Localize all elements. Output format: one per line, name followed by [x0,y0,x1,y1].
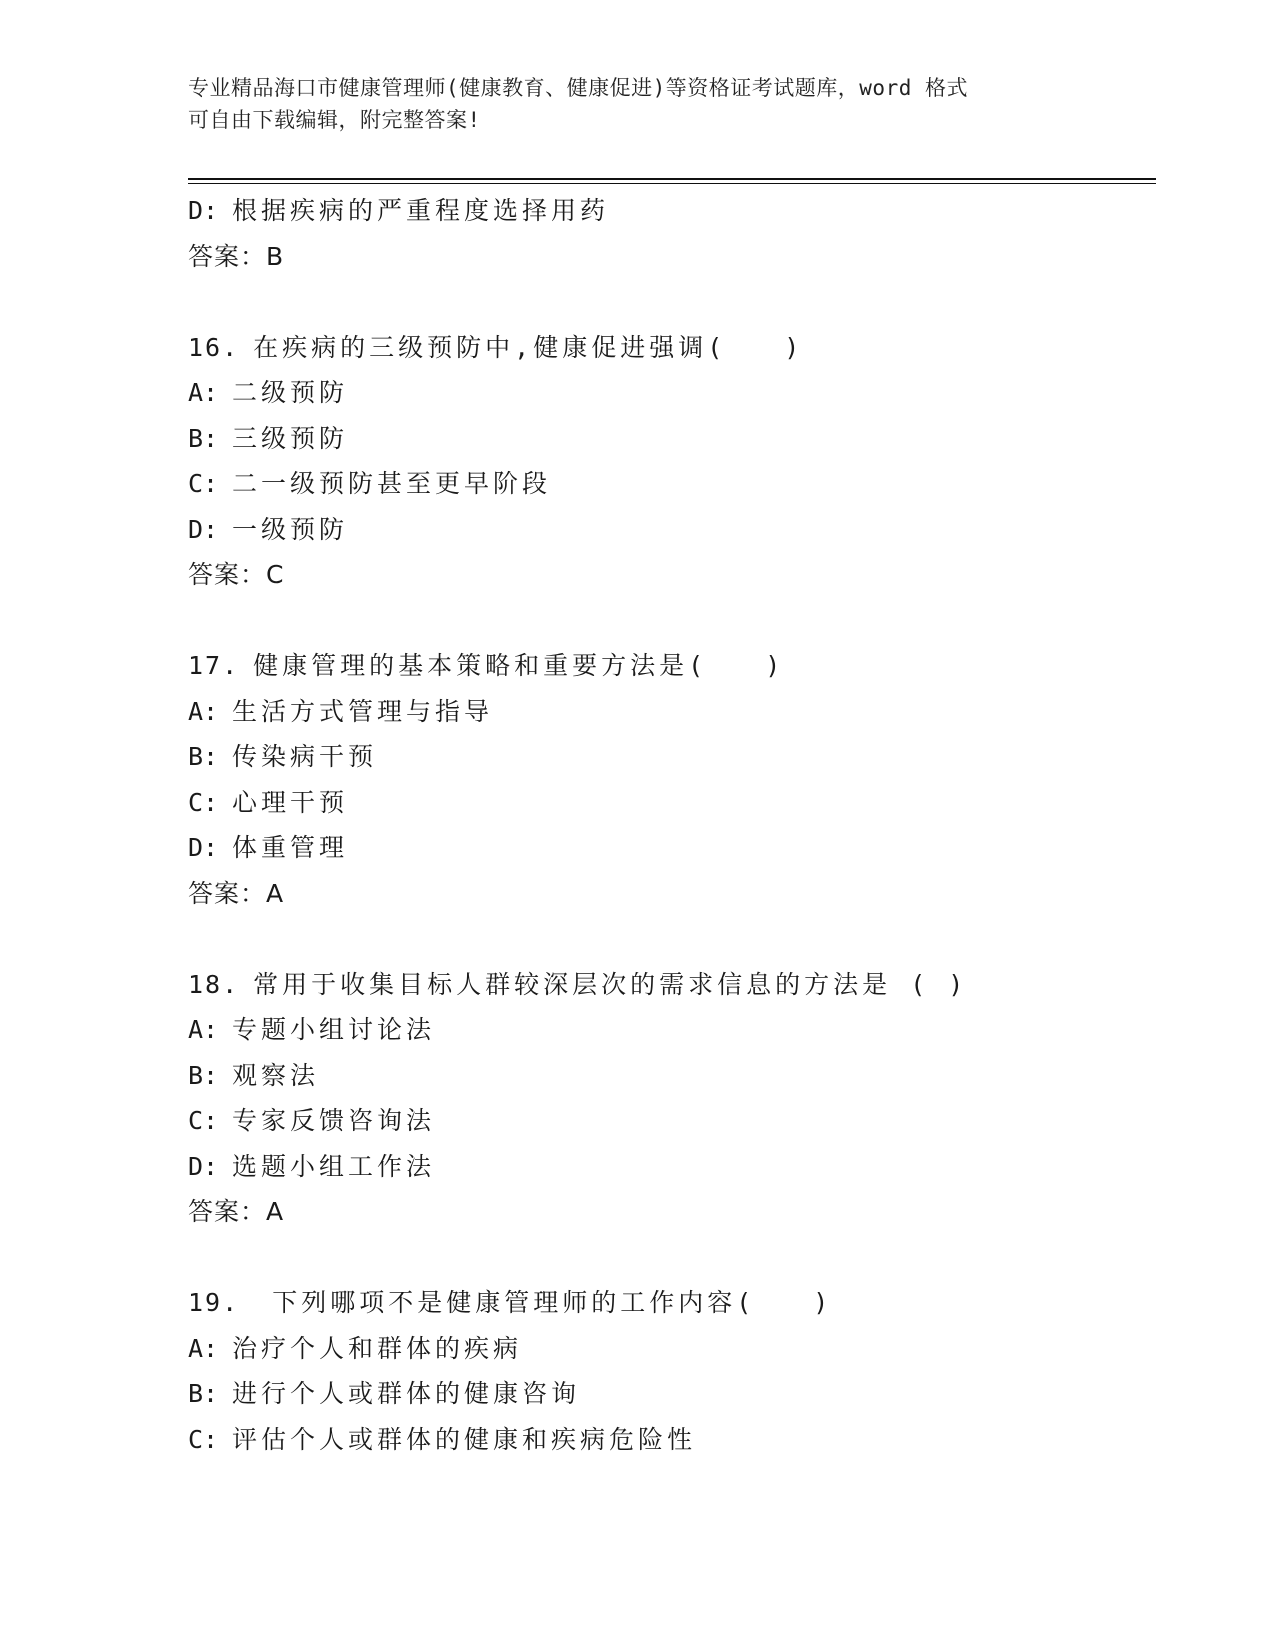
option-text: 二一级预防甚至更早阶段 [232,469,552,498]
option-line [188,461,1148,507]
answer-line: 答案：A [188,878,285,908]
option-line [188,370,1148,416]
option-text: 观察法 [232,1060,320,1090]
option-key: A: [188,1015,219,1044]
option-key: B: [188,742,219,771]
option-key: C: [188,1106,219,1135]
question-stem [188,1280,1148,1326]
option-key: A: [188,696,219,726]
option-line [188,1098,1148,1144]
option-line [188,734,1148,780]
header-line-2: 可自由下载编辑，附完整答案! [188,108,481,132]
question-number: 19. [188,1288,240,1317]
option-key: B: [188,1060,219,1090]
option-text: 进行个人或群体的健康咨询 [232,1379,581,1408]
option-key: C: [188,469,219,498]
option-key: A: [188,378,219,407]
option-text: 专题小组讨论法 [232,1015,436,1044]
option-text: 心理干预 [232,787,349,817]
option-line [188,507,1148,553]
option-line [188,1053,1148,1099]
option-line [188,780,1148,826]
option-key: D: [188,196,219,225]
header-divider-thin [188,183,1156,184]
question-number: 17. [188,651,240,680]
option-text: 生活方式管理与指导 [232,696,494,726]
option-text: 传染病干预 [232,742,378,771]
spacer [188,916,1148,962]
option-text: 专家反馈咨询法 [232,1106,436,1135]
question-text: 下列哪项不是健康管理师的工作内容( ) [253,1288,833,1317]
option-line [188,1326,1148,1372]
option-line [188,1007,1148,1053]
option-key: D: [188,1151,219,1181]
answer-line: 答案：C [188,560,285,589]
question-stem [188,325,1148,371]
spacer [188,598,1148,644]
option-line [188,188,1148,234]
question-number: 18. [188,969,240,999]
option-key: C: [188,1424,219,1454]
option-text: 二级预防 [232,378,349,407]
option-key: B: [188,423,219,453]
answer-line: 答案：B [188,241,285,271]
option-key: C: [188,787,219,817]
option-text: 选题小组工作法 [232,1151,436,1181]
option-text: 根据疾病的严重程度选择用药 [232,196,610,225]
option-text: 三级预防 [232,423,349,453]
option-text: 评估个人或群体的健康和疾病危险性 [232,1424,697,1454]
option-line [188,825,1148,871]
page-header [188,72,1088,136]
question-stem [188,962,1148,1008]
question-list [188,188,1148,1462]
option-text: 体重管理 [232,833,349,862]
option-key: A: [188,1333,219,1363]
option-line [188,416,1148,462]
option-key: B: [188,1379,219,1408]
option-line [188,1417,1148,1463]
option-key: D: [188,833,219,862]
option-text: 治疗个人和群体的疾病 [232,1333,523,1363]
answer-line: 答案：A [188,1197,285,1226]
question-text: 在疾病的三级预防中,健康促进强调( ) [253,332,804,362]
option-text: 一级预防 [232,514,349,544]
option-line [188,689,1148,735]
question-text: 常用于收集目标人群较深层次的需求信息的方法是 ( ) [253,969,968,999]
question-number: 16. [188,332,240,362]
option-line [188,1371,1148,1417]
header-line-1: 专业精品海口市健康管理师(健康教育、健康促进)等资格证考试题库，word 格式 [188,76,968,100]
spacer [188,1235,1148,1281]
header-divider-thick [188,178,1156,180]
option-key: D: [188,514,219,544]
spacer [188,279,1148,325]
question-stem [188,643,1148,689]
question-text: 健康管理的基本策略和重要方法是( ) [253,651,785,680]
option-line [188,1144,1148,1190]
